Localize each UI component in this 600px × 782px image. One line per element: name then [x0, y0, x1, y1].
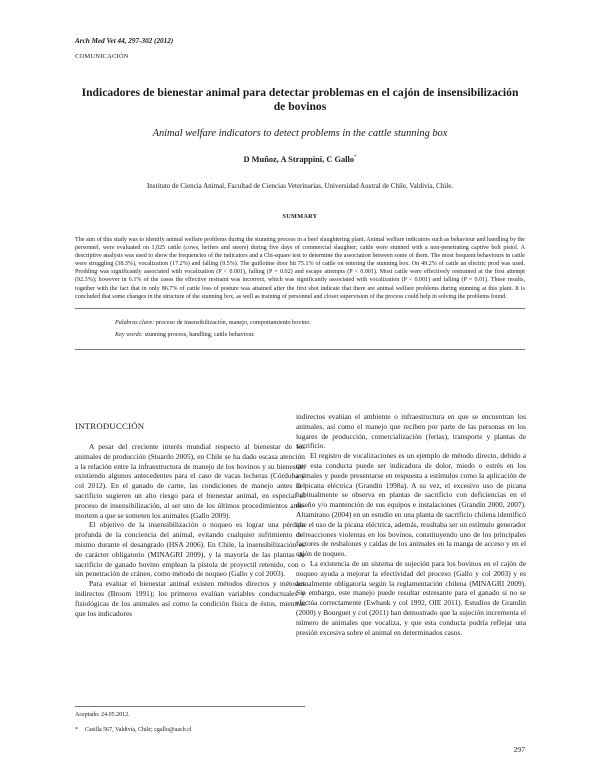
keywords-spanish [115, 319, 311, 326]
keywords-english-label: Key words: [115, 331, 144, 338]
affiliation: Instituto de Ciencia Animal, Facultad de Ciencias Veterinarias, Universidad Austral de Chile, Valdivia, Chile. [146, 182, 454, 190]
summary-heading: SUMMARY [282, 213, 318, 220]
author-footnote-mark: * [354, 155, 357, 161]
keywords-english [115, 331, 255, 338]
section-label: COMUNICACIÓN [75, 53, 129, 60]
introduction-heading: INTRODUCCIÓN [75, 421, 145, 431]
right-paragraph: La existencia de un sistema de sujeción para los bovinos en el cajón de noqueo ayuda a mejorar la efectividad del proceso (Gallo y col 2003) y es actualmente obligatoria según la reglamentación chilena (MINAGRI 2009). Sin embargo, este manejo puede resultar estresante para el ganado si no se efectúa correctamente (Ewbank y col 1992, OIE 2011). Estudios de Grandin (2000) y Bourguet y col (2011) han demostrado que la sujeción incrementa el número de animales que vocaliza, y que esta conducta podría reflejar una presión excesiva sobre el animal en determinados casos. [296, 558, 526, 637]
keywords-box [75, 308, 525, 350]
keywords-spanish-label: Palabras clave: [115, 319, 155, 326]
abstract-text: The aim of this study was to identify animal welfare problems during the stunning process in a beef slaughtering plant. Animal welfare indicators such as behaviour and handling by the personnel, were evaluated on 1,025 cattle (cows, heifers and steers) during five days of commercial slaughter; cattle were stunned with a non-penetrating captive bolt pistol. A descriptive analysis was used to show the frequencies of the indicators and a Chi-square test to determine the association between some of them. The most frequent behaviours in cattle were struggling (38.3%), vocalization (17.2%) and falling (9.5%). The guillotine door hit 75.1% of cattle on entering the stunning box. On 49.2% of cattle an electric prod was used. Prodding was significantly associated with vocalization (P < 0.001), falling (P = 0.02) and escape attempts (P < 0.001). Most cattle were effectively restrained at the first attempt (92.3%); however in 6.1% of the cases the effective restraint was incorrect, which was significantly associated with vocalization (P < 0.001) and falling (P = 0.01). These results, together with the fact that in only 86.7% of cattle loss of posture was attained after the first shot indicate that there are animal welfare problems during stunning at this plant. It is concluded that some changes in the structure of the stunning box, as well as training of personnel and closer supervision of the process could help in solving the problems found. [75, 237, 525, 300]
keywords-spanish-text: proceso de insensibilización, manejo, comportamiento bovino. [155, 319, 311, 326]
left-paragraph: A pesar del creciente interés mundial respecto al bienestar de los animales de producción (Stuardo 2005), en Chile se ha dado escasa atención a la relación entre la infraestructura de manejo de los bovinos y su bienestar, existiendo algunos antecedentes para el caso de vacas lecheras (Córdoba y col 2012). En el ganado de carne, las condiciones de manejo antes del sacrificio sugieren un alto riesgo para el bienestar animal, en especial el proceso de insensibilización, al ser uno de los últimos procedimientos ante-mortem a que se someten los animales (Gallo 2009). [75, 442, 305, 520]
right-column [296, 412, 526, 637]
correspondence-footnote [75, 727, 192, 733]
right-paragraph: El registro de vocalizaciones es un ejemplo de método directo, debido a que esta conducta puede ser indicadora de dolor, miedo o estrés en los animales y puede presentarse en respuesta a estímulos como la aplicación de la picana eléctrica (Grandin 1998a). A su vez, el excesivo uso de picana habitualmente se observa en plantas de sacrificio con deficiencias en el diseño y/o mantención de sus equipos e instalaciones (Grandin 2000, 2007). Altamirano (2004) en un estudio en una planta de sacrificio chilena identificó que el uso de la picana eléctrica, además, resultaba ser un estímulo generador de reacciones violentas en los bovinos, constituyendo uno de los principales factores de resbalones y caídas de los animales en la manga de acceso y en el cajón de noqueo. [296, 451, 526, 559]
correspondence-mark: * [75, 727, 78, 733]
journal-citation: Arch Med Vet 44, 297-302 (2012) [75, 37, 174, 45]
left-paragraph: El objetivo de la insensibilización o noqueo es lograr una pérdida profunda de la conciencia del animal, evitando cualquier sufrimiento del mismo durante el desangrado (HSA 2006). En Chile, la insensibilización es de carácter obligatorio (MINAGRI 2009), y la mayoría de las plantas de sacrificio de ganado bovino emplean la pistola de proyectil retenido, con o sin penetración de cráneo, como método de noqueo (Gallo y col 2003). [75, 520, 305, 579]
accepted-date: Aceptado: 24.05.2012. [75, 712, 130, 718]
right-paragraph: indirectos evalúan el ambiente o infraestructura en que se encuentran los animales, así como el manejo que reciben por parte de las personas en los lugares de producción, comercialización (ferias), transporte y plantas de sacrificio. [296, 412, 526, 451]
authors-text: D Muñoz, A Strappini, C Gallo [243, 155, 355, 164]
author-list [75, 155, 525, 164]
title-english: Animal welfare indicators to detect problems in the cattle stunning box [152, 128, 448, 139]
page-number: 297 [513, 745, 525, 754]
left-paragraph: Para evaluar el bienestar animal existen métodos directos y métodos indirectos (Broom 1991); los primeros evalúan variables conductuales y fisiológicas de los animales así como la condición física de éstos, mientras que los indicadores [75, 579, 305, 618]
left-column [75, 442, 305, 618]
keywords-english-text: stunning process, handling, cattle behaviour. [144, 331, 255, 338]
title-spanish: Indicadores de bienestar animal para detectar problemas en el cajón de insensibilización de bovinos [81, 86, 519, 113]
footnote-divider [75, 706, 305, 707]
correspondence-text: Casilla 567, Valdivia, Chile; cgallo@uach.cl [85, 727, 192, 733]
